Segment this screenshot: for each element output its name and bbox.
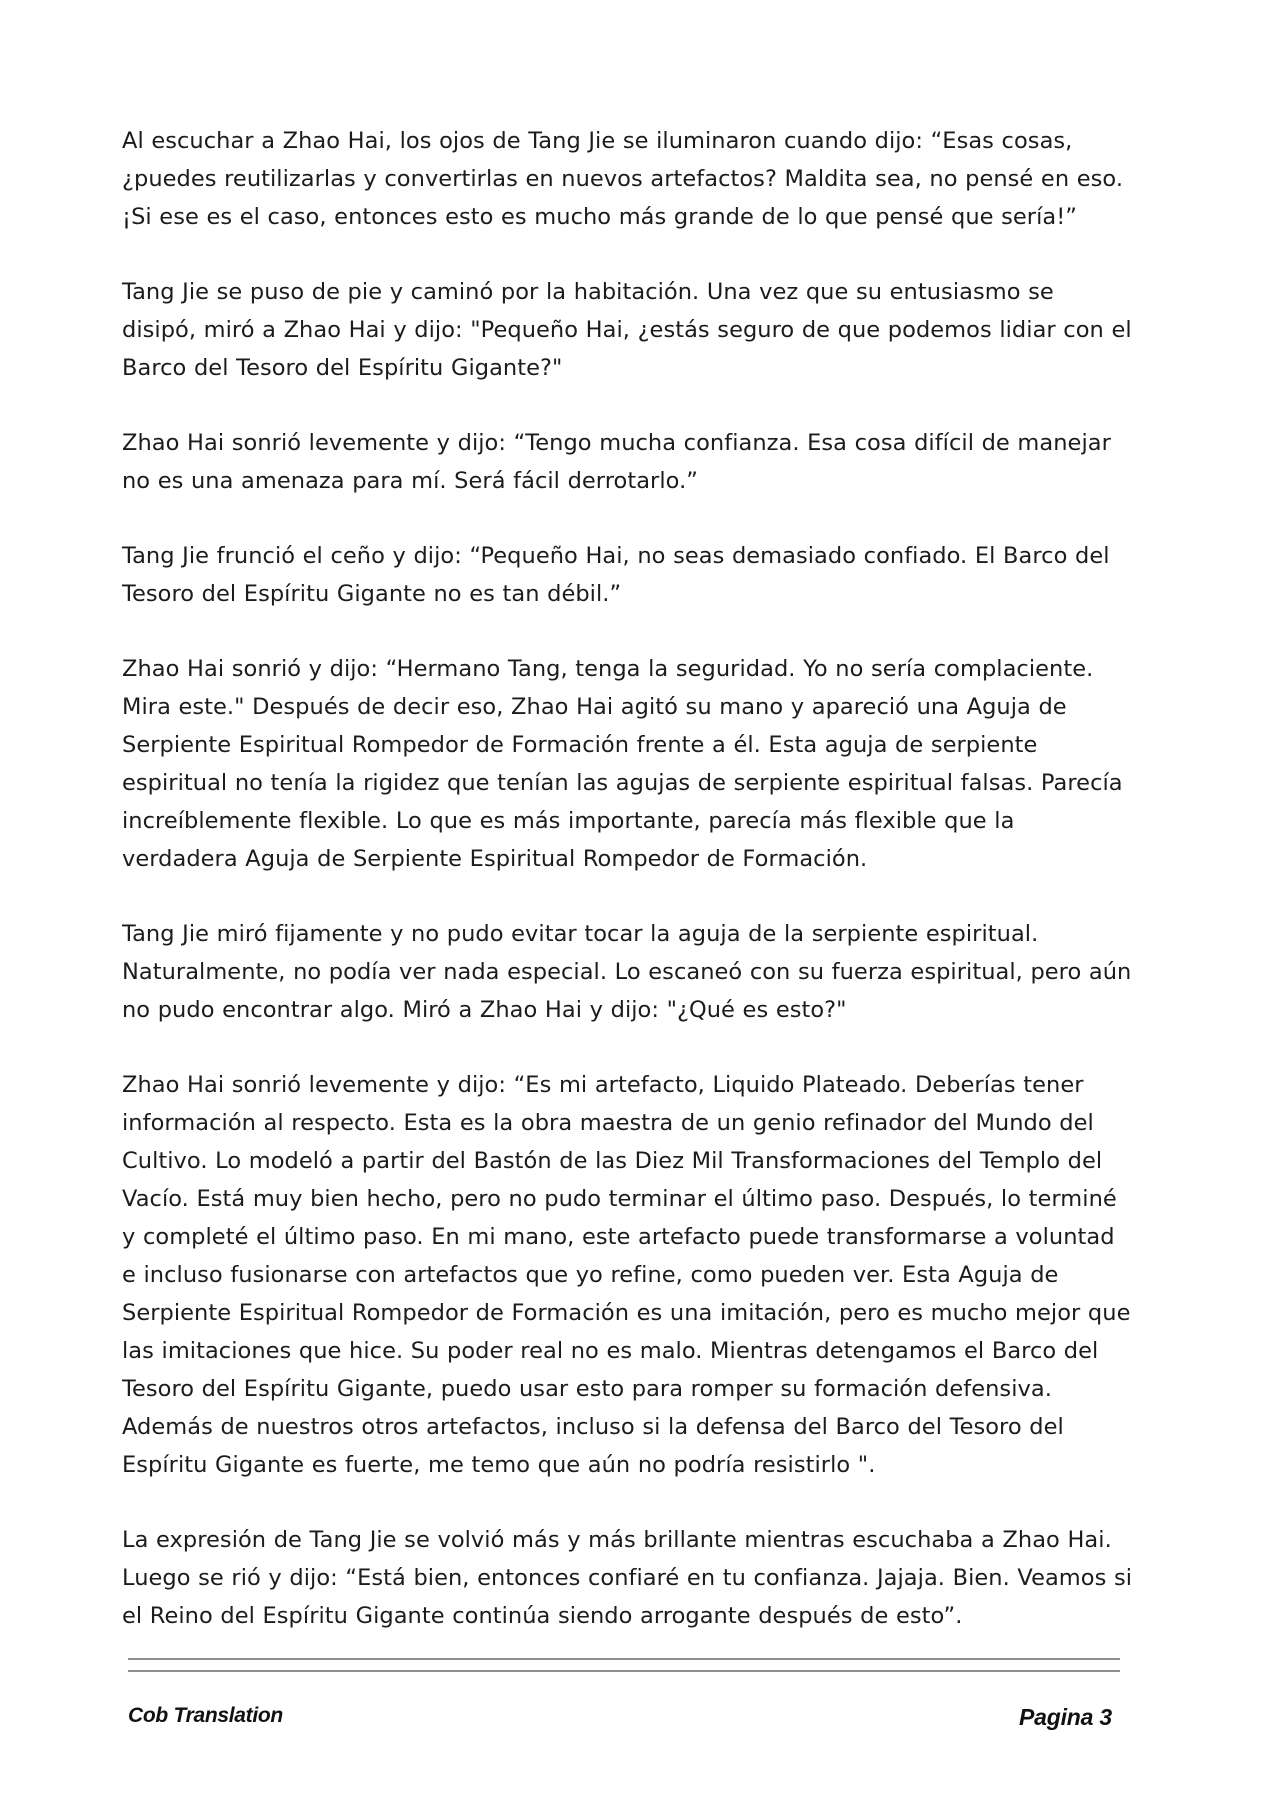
paragraph-6: Tang Jie miró fijamente y no pudo evitar tocar la aguja de la serpiente espiritual. Naturalmente, no podía ver nada especial. Lo escaneó con su fuerza espiritual, pero aún no pudo encontrar algo. Miró a Zhao Hai y dijo: "¿Qué es esto?" <box>122 921 1132 1023</box>
footer-page-number: Pagina 3 <box>1019 1704 1112 1730</box>
paragraph-1: Al escuchar a Zhao Hai, los ojos de Tang Jie se iluminaron cuando dijo: “Esas cosas, ¿puedes reutilizarlas y convertirlas en nuevos artefactos? Maldita sea, no pensé en eso. ¡Si ese es el caso, entonces esto es mucho más grande de lo que pensé que sería!” <box>122 128 1124 230</box>
paragraph-7: Zhao Hai sonrió levemente y dijo: “Es mi artefacto, Liquido Plateado. Deberías tener información al respecto. Esta es la obra maestra de un genio refinador del Mundo del Cultivo. Lo modeló a partir del Bastón de las Diez Mil Transformaciones del Templo del Vacío. Está muy bien hecho, pero no pudo terminar el último paso. Después, lo terminé y completé el último paso. En mi mano, este artefacto puede transformarse a voluntad e incluso fusionarse con artefactos que yo refine, como pueden ver. Esta Aguja de Serpiente Espiritual Rompedor de Formación es una imitación, pero es mucho mejor que las imitaciones que hice. Su poder real no es malo. Mientras detengamos el Barco del Tesoro del Espíritu Gigante, puedo usar esto para romper su formación defensiva. Además de nuestros otros artefactos, incluso si la defensa del Barco del Tesoro del Espíritu Gigante es fuerte, me temo que aún no podría resistirlo ". <box>122 1072 1131 1478</box>
paragraph-8: La expresión de Tang Jie se volvió más y más brillante mientras escuchaba a Zhao Hai. Luego se rió y dijo: “Está bien, entonces confiaré en tu confianza. Jajaja. Bien. Veamos si el Reino del Espíritu Gigante continúa siendo arrogante después de esto”. <box>122 1527 1133 1629</box>
footer-divider-top <box>128 1658 1120 1660</box>
footer-translator-credit: Cob Translation <box>128 1704 283 1727</box>
paragraph-3: Zhao Hai sonrió levemente y dijo: “Tengo mucha confianza. Esa cosa difícil de manejar no es una amenaza para mí. Será fácil derrotarlo.” <box>122 430 1111 494</box>
paragraph-2: Tang Jie se puso de pie y caminó por la habitación. Una vez que su entusiasmo se disipó, miró a Zhao Hai y dijo: "Pequeño Hai, ¿estás seguro de que podemos lidiar con el Barco del Tesoro del Espíritu Gigante?" <box>122 279 1132 381</box>
paragraph-4: Tang Jie frunció el ceño y dijo: “Pequeño Hai, no seas demasiado confiado. El Barco del Tesoro del Espíritu Gigante no es tan débil.” <box>122 543 1110 607</box>
document-body <box>122 122 1134 1672</box>
paragraph-5: Zhao Hai sonrió y dijo: “Hermano Tang, tenga la seguridad. Yo no sería complaciente. Mira este." Después de decir eso, Zhao Hai agitó su mano y apareció una Aguja de Serpiente Espiritual Rompedor de Formación frente a él. Esta aguja de serpiente espiritual no tenía la rigidez que tenían las agujas de serpiente espiritual falsas. Parecía increíblemente flexible. Lo que es más importante, parecía más flexible que la verdadera Aguja de Serpiente Espiritual Rompedor de Formación. <box>122 656 1123 872</box>
footer-divider-bottom <box>128 1670 1120 1672</box>
